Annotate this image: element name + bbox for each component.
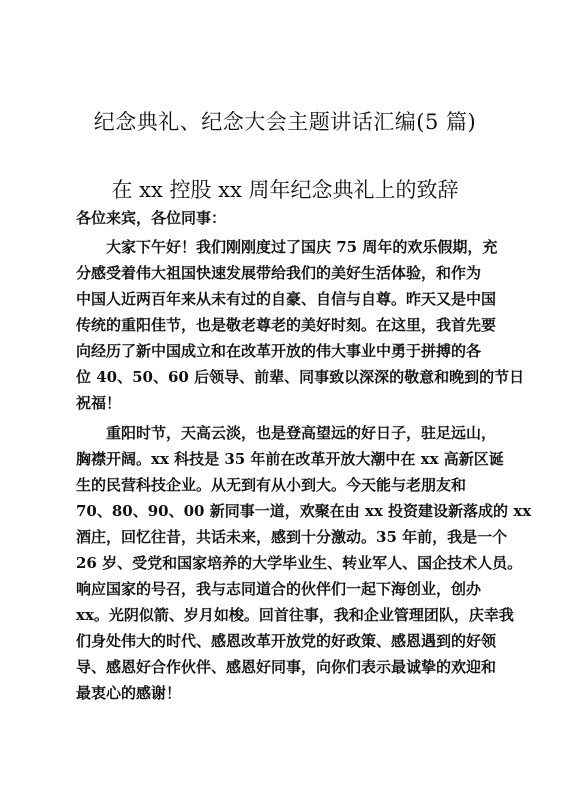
document-title: 纪念典礼、纪念大会主题讲话汇编(5 篇) bbox=[93, 110, 477, 134]
body-line: 响应国家的号召，我与志同道合的伙伴们一起下海创业，创办 bbox=[76, 580, 482, 598]
body-line: 胸襟开阔。xx 科技是 35 年前在改革开放大潮中在 xx 高新区诞 bbox=[76, 450, 504, 468]
speech-title: 在 xx 控股 xx 周年纪念典礼上的致辞 bbox=[111, 178, 459, 202]
body-line: 位 40、50、60 后领导、前辈、同事致以深深的敬意和晚到的节日 bbox=[76, 368, 525, 386]
body-line: 酒庄，回忆往昔，共话未来，感到十分激动。35 年前，我是一个 bbox=[76, 528, 508, 546]
body-line: 传统的重阳佳节，也是敬老尊老的美好时刻。在这里，我首先要 bbox=[76, 316, 497, 334]
body-line: 最衷心的感谢！ bbox=[76, 684, 182, 702]
salutation: 各位来宾，各位同事： bbox=[76, 209, 227, 227]
body-line: 祝福！ bbox=[76, 394, 122, 412]
body-line: 70、80、90、00 新同事一道，欢聚在由 xx 投资建设新落成的 xx bbox=[76, 502, 532, 520]
body-line: 重阳时节，天高云淡，也是登高望远的好日子，驻足远山， bbox=[76, 424, 497, 442]
body-line: 大家下午好！我们刚刚度过了国庆 75 周年的欢乐假期，充 bbox=[76, 238, 498, 256]
body-line: xx。光阴似箭、岁月如梭。回首往事，我和企业管理团队，庆幸我 bbox=[76, 606, 514, 624]
body-line: 导、感恩好合作伙伴、感恩好同事，向你们表示最诚挚的欢迎和 bbox=[76, 658, 497, 676]
body-line: 们身处伟大的时代、感恩改革开放党的好政策、感恩遇到的好领 bbox=[76, 632, 497, 650]
body-line: 向经历了新中国成立和在改革开放的伟大事业中勇于拼搏的各 bbox=[76, 342, 482, 360]
body-line: 中国人近两百年来从未有过的自豪、自信与自尊。昨天又是中国 bbox=[76, 290, 497, 308]
body-line: 26 岁、受党和国家培养的大学毕业生、转业军人、国企技术人员。 bbox=[76, 554, 523, 572]
body-line: 生的民营科技企业。从无到有从小到大。今天能与老朋友和 bbox=[76, 476, 467, 494]
body-line: 分感受着伟大祖国快速发展带给我们的美好生活体验，和作为 bbox=[76, 264, 482, 282]
